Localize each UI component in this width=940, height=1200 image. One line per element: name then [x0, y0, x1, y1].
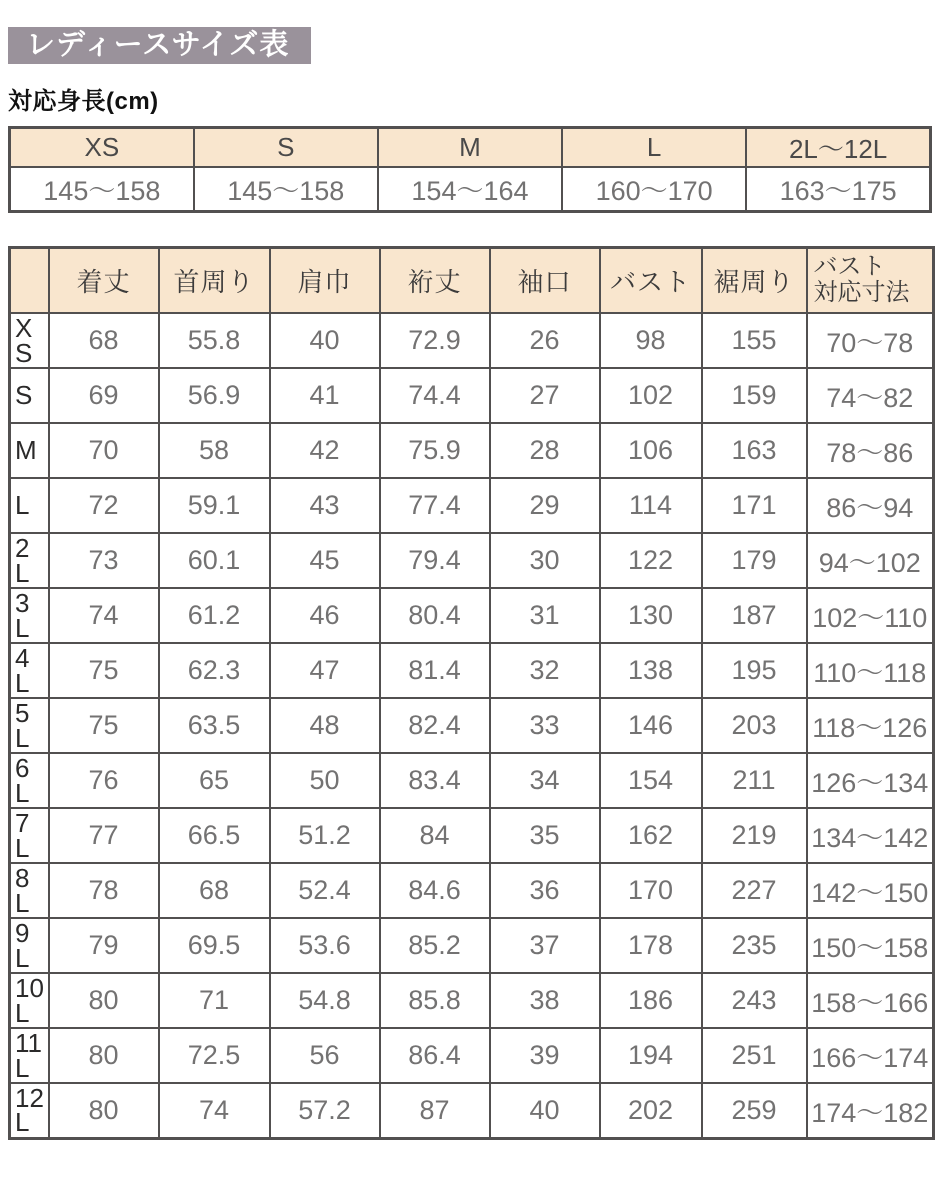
table-row-l: [10, 478, 934, 533]
size-cell: 47: [270, 643, 380, 698]
size-cell: 38: [490, 973, 600, 1028]
size-cell: 40: [490, 1083, 600, 1138]
size-cell: 33: [490, 698, 600, 753]
height-col-xs: XS: [10, 128, 194, 168]
size-cell: 202: [600, 1083, 702, 1138]
size-cell: 35: [490, 808, 600, 863]
size-cell: 186: [600, 973, 702, 1028]
size-cell: 72: [49, 478, 159, 533]
size-cell: 80: [49, 1083, 159, 1138]
size-cell: 52.4: [270, 863, 380, 918]
row-label-4l: 4 L: [10, 643, 49, 698]
size-cell: 106: [600, 423, 702, 478]
size-cell: 53.6: [270, 918, 380, 973]
size-cell: 79: [49, 918, 159, 973]
col-header-bust: バスト: [600, 247, 702, 313]
col-header-shoulder: 肩巾: [270, 247, 380, 313]
size-cell: 75: [49, 698, 159, 753]
size-cell: 34: [490, 753, 600, 808]
table-row-7l: [10, 808, 934, 863]
size-cell: 203: [702, 698, 807, 753]
size-table-header-row: [10, 247, 934, 313]
row-label-5l: 5 L: [10, 698, 49, 753]
size-cell: 82.4: [380, 698, 490, 753]
row-label-7l: 7 L: [10, 808, 49, 863]
size-cell: 84.6: [380, 863, 490, 918]
height-value: 145〜158: [194, 167, 378, 211]
size-cell: 32: [490, 643, 600, 698]
size-cell: 243: [702, 973, 807, 1028]
size-cell: 76: [49, 753, 159, 808]
size-cell: 178: [600, 918, 702, 973]
size-cell: 150〜158: [807, 918, 934, 973]
height-range-table: [8, 126, 932, 213]
height-col-l: L: [562, 128, 746, 168]
size-cell: 72.5: [159, 1028, 270, 1083]
size-cell: 63.5: [159, 698, 270, 753]
height-col-s: S: [194, 128, 378, 168]
table-row-2l: [10, 533, 934, 588]
table-row-12l: [10, 1083, 934, 1138]
size-cell: 118〜126: [807, 698, 934, 753]
size-cell: 163: [702, 423, 807, 478]
size-cell: 45: [270, 533, 380, 588]
table-row-s: [10, 368, 934, 423]
height-value: 160〜170: [562, 167, 746, 211]
size-cell: 80.4: [380, 588, 490, 643]
col-header-cuff: 袖口: [490, 247, 600, 313]
size-cell: 154: [600, 753, 702, 808]
size-cell: 138: [600, 643, 702, 698]
size-cell: 77: [49, 808, 159, 863]
size-cell: 78: [49, 863, 159, 918]
size-cell: 37: [490, 918, 600, 973]
row-label-l: L: [10, 478, 49, 533]
size-cell: 102〜110: [807, 588, 934, 643]
size-cell: 174〜182: [807, 1083, 934, 1138]
size-cell: 85.2: [380, 918, 490, 973]
size-cell: 74: [49, 588, 159, 643]
row-label-9l: 9 L: [10, 918, 49, 973]
size-cell: 211: [702, 753, 807, 808]
col-header-bust-range: [807, 247, 934, 313]
size-cell: 68: [49, 313, 159, 368]
height-col-2l-12l: 2L〜12L: [746, 128, 930, 168]
table-row-10l: [10, 973, 934, 1028]
size-cell: 43: [270, 478, 380, 533]
height-table-value-row: [10, 167, 931, 211]
col-header-body-length: 着丈: [49, 247, 159, 313]
size-cell: 31: [490, 588, 600, 643]
size-cell: 69.5: [159, 918, 270, 973]
size-cell: 58: [159, 423, 270, 478]
size-cell: 80: [49, 1028, 159, 1083]
size-measurements-table: [8, 246, 935, 1140]
size-cell: 126〜134: [807, 753, 934, 808]
size-cell: 259: [702, 1083, 807, 1138]
size-cell: 102: [600, 368, 702, 423]
col-header-sleeve-length: 裄丈: [380, 247, 490, 313]
size-cell: 75.9: [380, 423, 490, 478]
col-header-bust-range-line1: バスト: [813, 252, 886, 280]
table-row-6l: [10, 753, 934, 808]
table-row-5l: [10, 698, 934, 753]
table-row-9l: [10, 918, 934, 973]
size-cell: 68: [159, 863, 270, 918]
size-cell: 146: [600, 698, 702, 753]
size-cell: 171: [702, 478, 807, 533]
size-cell: 69: [49, 368, 159, 423]
size-cell: 110〜118: [807, 643, 934, 698]
size-cell: 65: [159, 753, 270, 808]
size-cell: 86.4: [380, 1028, 490, 1083]
size-cell: 194: [600, 1028, 702, 1083]
size-cell: 71: [159, 973, 270, 1028]
size-cell: 85.8: [380, 973, 490, 1028]
row-label-12l: 12 L: [10, 1083, 49, 1138]
size-cell: 77.4: [380, 478, 490, 533]
size-cell: 122: [600, 533, 702, 588]
size-cell: 56: [270, 1028, 380, 1083]
size-cell: 159: [702, 368, 807, 423]
col-header-hem: 裾周り: [702, 247, 807, 313]
size-cell: 41: [270, 368, 380, 423]
size-cell: 79.4: [380, 533, 490, 588]
size-cell: 50: [270, 753, 380, 808]
size-cell: 75: [49, 643, 159, 698]
row-label-3l: 3 L: [10, 588, 49, 643]
size-cell: 56.9: [159, 368, 270, 423]
height-table-caption: 対応身長(cm): [8, 88, 159, 115]
size-cell: 42: [270, 423, 380, 478]
row-label-6l: 6 L: [10, 753, 49, 808]
size-cell: 81.4: [380, 643, 490, 698]
size-cell: 72.9: [380, 313, 490, 368]
page-title: レディースサイズ表: [8, 27, 311, 64]
size-cell: 170: [600, 863, 702, 918]
size-cell: 70: [49, 423, 159, 478]
size-cell: 48: [270, 698, 380, 753]
size-cell: 61.2: [159, 588, 270, 643]
size-cell: 74.4: [380, 368, 490, 423]
size-cell: 80: [49, 973, 159, 1028]
size-cell: 30: [490, 533, 600, 588]
row-label-xs: X S: [10, 313, 49, 368]
height-value: 145〜158: [10, 167, 194, 211]
row-label-8l: 8 L: [10, 863, 49, 918]
size-cell: 251: [702, 1028, 807, 1083]
size-cell: 87: [380, 1083, 490, 1138]
size-cell: 51.2: [270, 808, 380, 863]
size-cell: 155: [702, 313, 807, 368]
size-cell: 59.1: [159, 478, 270, 533]
row-label-2l: 2 L: [10, 533, 49, 588]
row-label-11l: 11 L: [10, 1028, 49, 1083]
table-row-3l: [10, 588, 934, 643]
size-cell: 179: [702, 533, 807, 588]
size-cell: 39: [490, 1028, 600, 1083]
height-value: 163〜175: [746, 167, 930, 211]
size-cell: 84: [380, 808, 490, 863]
size-cell: 94〜102: [807, 533, 934, 588]
col-header-neck: 首周り: [159, 247, 270, 313]
row-label-10l: 10 L: [10, 973, 49, 1028]
size-cell: 62.3: [159, 643, 270, 698]
size-cell: 36: [490, 863, 600, 918]
table-row-8l: [10, 863, 934, 918]
size-cell: 66.5: [159, 808, 270, 863]
size-cell: 195: [702, 643, 807, 698]
size-cell: 70〜78: [807, 313, 934, 368]
table-row-11l: [10, 1028, 934, 1083]
size-cell: 227: [702, 863, 807, 918]
size-cell: 55.8: [159, 313, 270, 368]
row-label-m: M: [10, 423, 49, 478]
size-cell: 57.2: [270, 1083, 380, 1138]
size-cell: 29: [490, 478, 600, 533]
size-cell: 74: [159, 1083, 270, 1138]
row-label-s: S: [10, 368, 49, 423]
size-cell: 134〜142: [807, 808, 934, 863]
size-cell: 60.1: [159, 533, 270, 588]
size-cell: 73: [49, 533, 159, 588]
size-cell: 187: [702, 588, 807, 643]
size-cell: 83.4: [380, 753, 490, 808]
height-value: 154〜164: [378, 167, 562, 211]
height-col-m: M: [378, 128, 562, 168]
table-row-4l: [10, 643, 934, 698]
size-cell: 114: [600, 478, 702, 533]
size-cell: 26: [490, 313, 600, 368]
size-cell: 219: [702, 808, 807, 863]
col-header-bust-range-line2: 対応寸法: [813, 279, 910, 307]
size-cell: 78〜86: [807, 423, 934, 478]
size-cell: 28: [490, 423, 600, 478]
size-cell: 158〜166: [807, 973, 934, 1028]
size-cell: 86〜94: [807, 478, 934, 533]
size-cell: 54.8: [270, 973, 380, 1028]
size-cell: 27: [490, 368, 600, 423]
size-cell: 130: [600, 588, 702, 643]
size-cell: 235: [702, 918, 807, 973]
size-cell: 46: [270, 588, 380, 643]
table-row-xs: [10, 313, 934, 368]
corner-cell: [10, 247, 49, 313]
size-cell: 40: [270, 313, 380, 368]
table-row-m: [10, 423, 934, 478]
size-cell: 98: [600, 313, 702, 368]
size-cell: 142〜150: [807, 863, 934, 918]
height-table-header-row: [10, 128, 931, 168]
size-cell: 74〜82: [807, 368, 934, 423]
size-cell: 162: [600, 808, 702, 863]
size-cell: 166〜174: [807, 1028, 934, 1083]
